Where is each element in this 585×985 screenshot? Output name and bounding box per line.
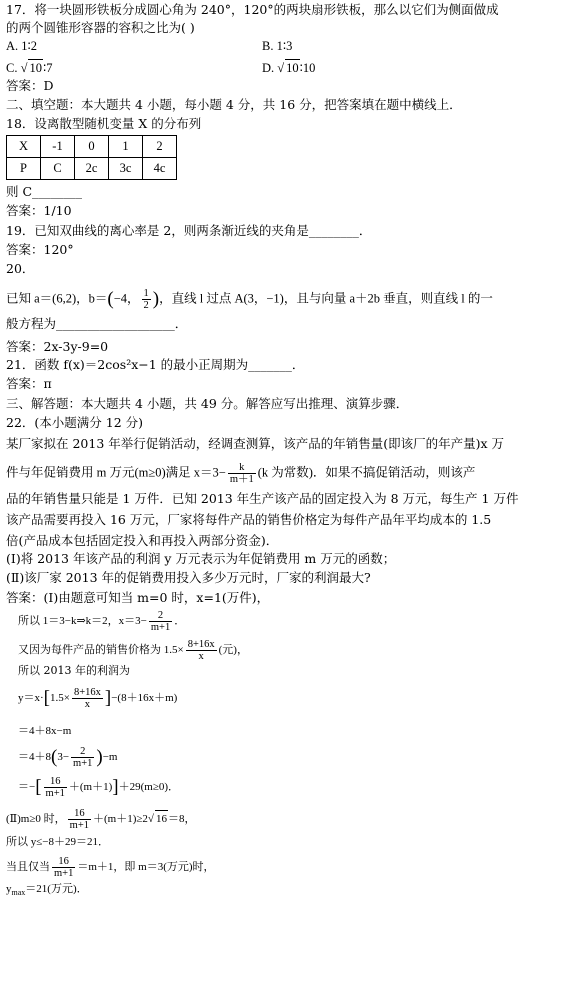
q20-line2: 般方程为___________________． bbox=[6, 316, 188, 331]
table-cell: C bbox=[41, 158, 75, 180]
table-row bbox=[7, 136, 177, 158]
q20-answer: 答案：2x-3y-9=0 bbox=[6, 339, 109, 354]
table-cell: -1 bbox=[41, 136, 75, 158]
solution-step-6 bbox=[18, 746, 117, 769]
table-cell: 2c bbox=[75, 158, 109, 180]
fraction-denominator: m+1 bbox=[69, 820, 89, 831]
fraction bbox=[44, 776, 67, 799]
step1-a: 所以 1＝3−k⇒k＝2，x＝3− bbox=[18, 615, 147, 628]
q17-option-b: B. 1∶3 bbox=[262, 39, 293, 53]
q20-number: 20． bbox=[6, 261, 35, 276]
step4-inner: 1.5× bbox=[50, 692, 70, 705]
step1-b: ． bbox=[174, 615, 186, 628]
step8-c: ＝8， bbox=[167, 813, 196, 826]
ymax-subscript: max bbox=[11, 888, 26, 898]
q22-line3: 品的年销售量只能是 1 万件．已知 2013 年生产该产品的固定投入为 8 万元，每生产 1 万件 bbox=[6, 491, 519, 506]
q22-heading: 22．(本小题满分 12 分) bbox=[6, 415, 144, 430]
step7-a: ＝− bbox=[18, 781, 36, 794]
fraction-denominator: 2 bbox=[143, 300, 149, 311]
solution-step-10 bbox=[6, 856, 215, 879]
step2-b: (元)， bbox=[218, 644, 248, 657]
fraction-denominator: m+1 bbox=[150, 622, 171, 633]
solution-step-9: 所以 y≤−8＋29＝21． bbox=[6, 836, 109, 848]
step7-inner: ＋(m＋1) bbox=[68, 781, 113, 794]
table-cell: 1 bbox=[109, 136, 143, 158]
q20-text-b: ，直线 l 过点 A(3，−1)，且与向量 a＋2b 垂直，则直线 l 的一 bbox=[159, 291, 493, 306]
fraction bbox=[52, 856, 75, 879]
solution-step-3: 所以 2013 年的利润为 bbox=[18, 664, 130, 677]
q18-blank: 则 C________ bbox=[6, 184, 83, 199]
option-c-label: C. bbox=[6, 61, 18, 75]
fraction bbox=[228, 462, 256, 485]
q17-line2: 的两个圆锥形容器的容积之比为( ) bbox=[6, 20, 195, 35]
fraction bbox=[72, 687, 103, 710]
fraction-denominator: m+1 bbox=[45, 788, 65, 799]
fraction-numerator: 8+16x bbox=[73, 687, 101, 698]
step10-b: ＝m＋1，即 m＝3(万元)时， bbox=[77, 861, 215, 874]
section2-heading: 二、填空题：本大题共 4 小题，每小题 4 分，共 16 分，把答案填在题中横线上． bbox=[6, 97, 462, 112]
fraction-numerator: 16 bbox=[68, 808, 91, 820]
step6-b: −m bbox=[102, 751, 118, 764]
q18-stem: 18．设离散型随机变量 X 的分布列 bbox=[6, 116, 202, 131]
section3-heading: 三、解答题：本大题共 4 小题，共 49 分。解答应写出推理、演算步骤． bbox=[6, 396, 409, 411]
fraction-denominator: m+1 bbox=[54, 868, 74, 879]
fraction-denominator: x bbox=[198, 651, 204, 662]
q21-stem: 21．函数 f(x)＝2cos²x−1 的最小正周期为_______． bbox=[6, 357, 305, 372]
q20-text-a: 已知 a＝(6,2)，b＝ bbox=[6, 291, 108, 306]
radicand: 10 bbox=[286, 61, 299, 75]
fraction bbox=[68, 808, 91, 831]
fraction-denominator: m+1 bbox=[73, 758, 93, 769]
q19-answer: 答案：120° bbox=[6, 242, 74, 257]
sqrt-sign: √ bbox=[277, 61, 285, 75]
solution-step-11 bbox=[6, 881, 88, 901]
sqrt-sign: √ bbox=[147, 813, 154, 826]
right-paren: ) bbox=[96, 746, 103, 768]
option-d-label: D. bbox=[262, 61, 275, 75]
q22-line6: (Ⅰ)将 2013 年该产品的利润 y 万元表示为年促销费用 m 万元的函数； bbox=[6, 551, 396, 566]
q17-option-a: A. 1∶2 bbox=[6, 39, 38, 53]
q20-line1 bbox=[6, 288, 493, 311]
table-cell: P bbox=[7, 158, 41, 180]
step4-b: −(8＋16x＋m) bbox=[111, 692, 178, 705]
q22-line2-a: 件与年促销费用 m 万元(m≥0)满足 x＝3− bbox=[6, 465, 226, 480]
left-paren: ( bbox=[107, 288, 114, 310]
q22-answer-intro: 答案：(Ⅰ)由题意可知当 m=0 时，x=1(万件)， bbox=[6, 590, 270, 605]
right-bracket: ] bbox=[112, 776, 119, 798]
fraction bbox=[186, 639, 217, 662]
option-d-tail: ∶10 bbox=[299, 61, 316, 75]
step8-a: (Ⅱ)m≥0 时， bbox=[6, 813, 66, 826]
fraction-numerator: 2 bbox=[71, 746, 94, 758]
q17-line1: 17．将一块圆形铁板分成圆心角为 240°，120°的两块扇形铁板，那么以它们为侧面做成 bbox=[6, 2, 499, 17]
fraction-numerator: 1 bbox=[143, 288, 149, 299]
q22-line4: 该产品需要再投入 16 万元，厂家将每件产品的销售价格定为每件产品年平均成本的 1.5 bbox=[6, 512, 492, 527]
solution-step-7 bbox=[18, 776, 179, 799]
q17-option-d bbox=[262, 59, 315, 76]
solution-step-2 bbox=[18, 639, 248, 662]
fraction-numerator: k bbox=[228, 462, 256, 474]
q22-line7: (Ⅱ)该厂家 2013 年的促销费用投入多少万元时，厂家的利润最大? bbox=[6, 570, 371, 585]
table-cell: 0 bbox=[75, 136, 109, 158]
right-bracket: ] bbox=[104, 687, 112, 709]
table-cell: X bbox=[7, 136, 41, 158]
radicand: 10 bbox=[29, 61, 42, 75]
right-paren: ) bbox=[152, 288, 160, 310]
solution-step-5: ＝4＋8x−m bbox=[18, 725, 72, 737]
solution-step-4 bbox=[18, 687, 177, 710]
fraction-numerator: 8+16x bbox=[187, 639, 215, 650]
step2-a: 又因为每件产品的销售价格为 1.5× bbox=[18, 644, 184, 657]
solution-step-8 bbox=[6, 808, 195, 831]
table-cell: 4c bbox=[143, 158, 177, 180]
table-row bbox=[7, 158, 177, 180]
step11-b: ＝21(万元)． bbox=[25, 883, 88, 895]
q17-option-c bbox=[6, 59, 52, 76]
radicand: 16 bbox=[155, 810, 168, 827]
q17-answer: 答案：D bbox=[6, 78, 54, 93]
fraction bbox=[149, 610, 172, 633]
table-cell: 2 bbox=[143, 136, 177, 158]
q22-line2-b: (k 为常数)．如果不搞促销活动，则该产 bbox=[257, 465, 476, 480]
fraction-denominator: x bbox=[84, 699, 91, 710]
fraction bbox=[142, 288, 151, 311]
sqrt-sign: √ bbox=[20, 61, 28, 75]
fraction-denominator: m＋1 bbox=[229, 474, 254, 485]
step4-a: y＝x· bbox=[18, 692, 44, 705]
fraction bbox=[71, 746, 94, 769]
step8-b: ＋(m＋1)≥2 bbox=[93, 813, 148, 826]
q22-line2 bbox=[6, 462, 475, 485]
q21-answer: 答案：π bbox=[6, 376, 52, 391]
fraction-numerator: 16 bbox=[52, 856, 75, 868]
solution-step-1 bbox=[18, 610, 185, 633]
q20-vector-b-inner: −4， bbox=[113, 291, 140, 306]
q22-line5: 倍(产品成本包括固定投入和再投入两部分资金)． bbox=[6, 533, 279, 548]
ymax-symbol: y bbox=[6, 883, 12, 895]
fraction-numerator: 16 bbox=[44, 776, 67, 788]
step6-a: ＝4＋8 bbox=[18, 751, 51, 764]
q18-answer: 答案：1/10 bbox=[6, 203, 72, 218]
fraction-numerator: 2 bbox=[149, 610, 172, 622]
distribution-table bbox=[6, 135, 177, 180]
q22-line1: 某厂家拟在 2013 年举行促销活动，经调查测算，该产品的年销售量(即该厂的年产量)x 万 bbox=[6, 436, 505, 451]
left-paren: ( bbox=[51, 746, 58, 768]
option-c-tail: ∶7 bbox=[42, 61, 53, 75]
left-bracket: [ bbox=[43, 687, 50, 709]
step6-inner: 3− bbox=[57, 751, 70, 764]
q19-stem: 19．已知双曲线的离心率是 2，则两条渐近线的夹角是________． bbox=[6, 223, 372, 238]
left-bracket: [ bbox=[35, 776, 42, 798]
step10-a: 当且仅当 bbox=[6, 861, 50, 874]
table-cell: 3c bbox=[109, 158, 143, 180]
step7-b: ＋29(m≥0)． bbox=[118, 781, 180, 794]
